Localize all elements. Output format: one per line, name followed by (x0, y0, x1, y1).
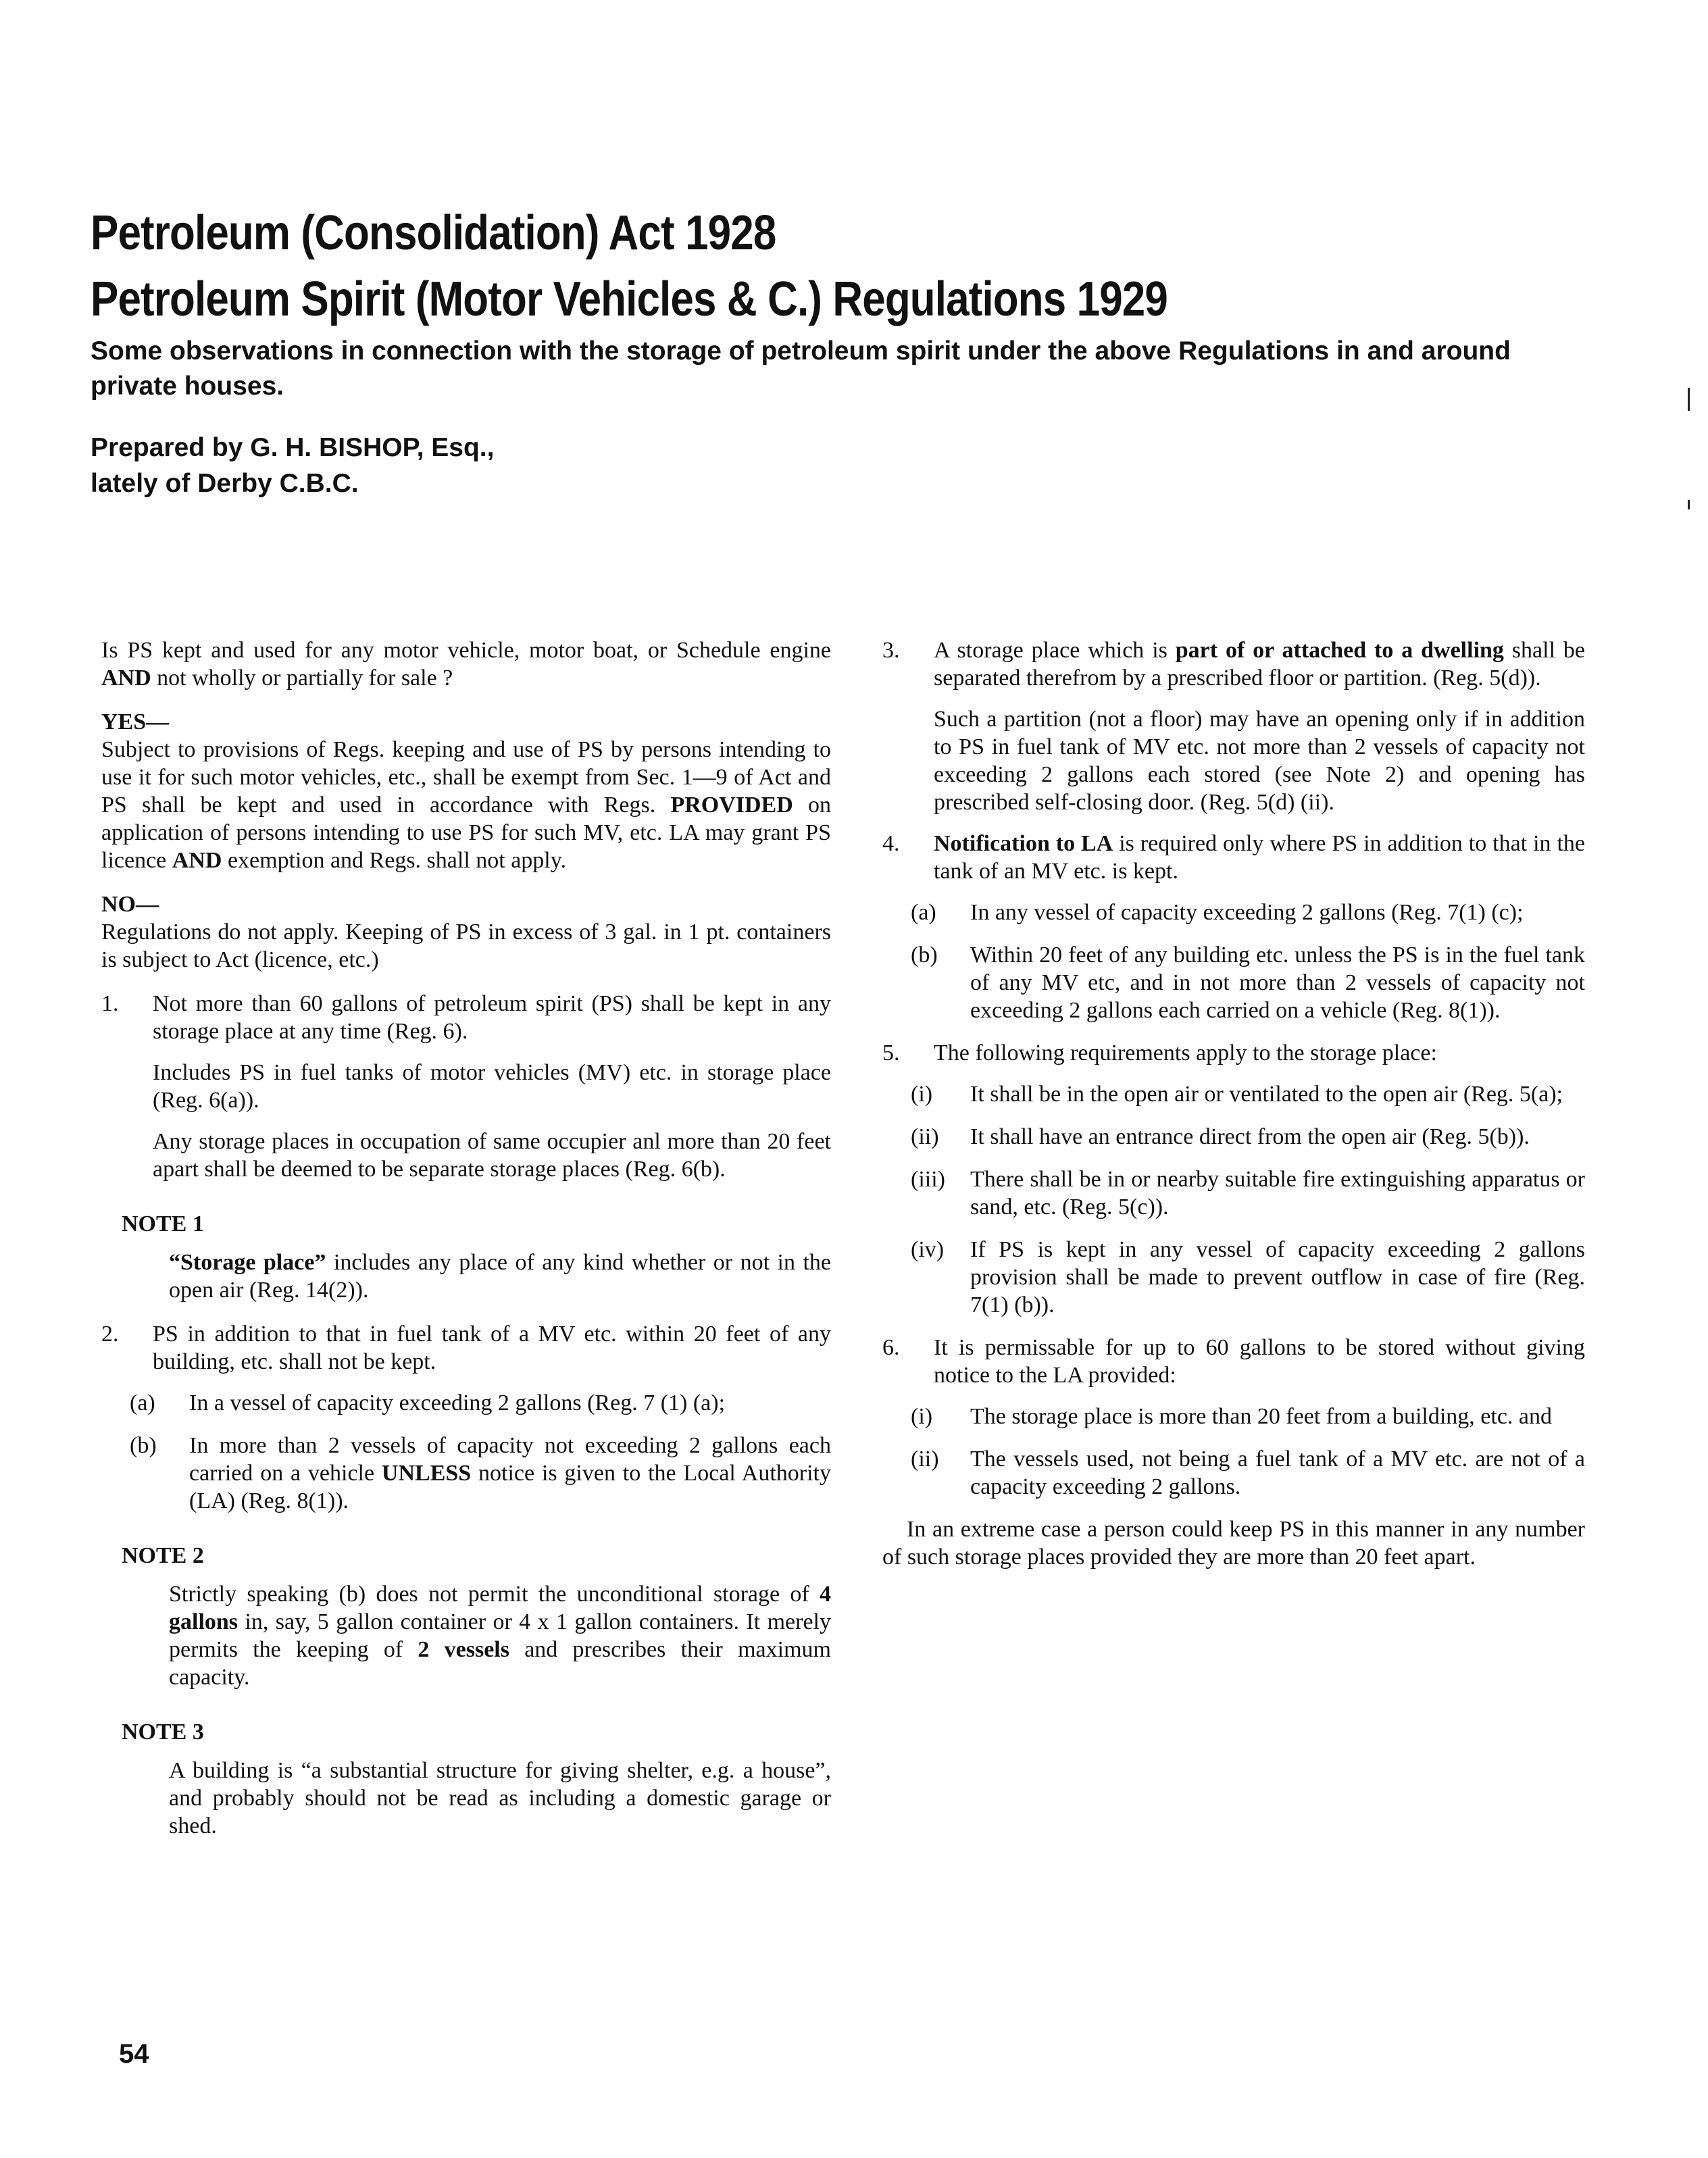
sub-item-4a (911, 899, 1585, 926)
note-1-heading: NOTE 1 (122, 1211, 204, 1236)
list-item-4 (882, 830, 1585, 885)
sub-item-4b (911, 941, 1585, 1024)
page-number: 54 (119, 2039, 149, 2069)
sub-item-text: The storage place is more than 20 feet from a building, etc. and (970, 1404, 1553, 1429)
author-line: Prepared by G. H. BISHOP, Esq., (91, 433, 495, 462)
sub-item-6i (911, 1403, 1585, 1430)
sub-item-5iv (911, 1236, 1585, 1319)
item-number: 4. (882, 831, 900, 856)
sub-item-text: Within 20 feet of any building etc. unless the PS is in the fuel tank of any MV etc, and in not more than 2 vessels of capacity not exceeding 2 gallons each carried on a vehicle (Reg. 8(1)). (970, 943, 1585, 1023)
item-text: Notification to LA is required only where PS in addition to that in the tank of an MV etc. is kept. (934, 831, 1585, 884)
author-affiliation: lately of Derby C.B.C. (91, 469, 359, 498)
item-text: A storage place which is part of or attached to a dwelling shall be separated therefrom by a prescribed floor or partition. (Reg. 5(d)). (934, 638, 1585, 691)
sub-item-label: (a) (911, 900, 936, 925)
item-text: The following requirements apply to the storage place: (934, 1040, 1437, 1065)
left-column (101, 636, 831, 1856)
list-item-6 (882, 1334, 1585, 1389)
item-number: 6. (882, 1335, 900, 1360)
sub-item-text: In more than 2 vessels of capacity not exceeding 2 gallons each carried on a vehicle UNLESS notice is given to the Local Authority (LA) (Reg. 8(1)). (189, 1433, 831, 1513)
sub-item-label: (ii) (911, 1447, 939, 1472)
sub-item-text: It shall have an entrance direct from the open air (Reg. 5(b)). (970, 1124, 1530, 1149)
item-number: 2. (101, 1322, 119, 1347)
note-3-heading: NOTE 3 (122, 1720, 204, 1745)
sub-item-text: There shall be in or nearby suitable fire extinguishing apparatus or sand, etc. (Reg. 5(c)). (970, 1167, 1585, 1220)
intro-question: Is PS kept and used for any motor vehicle, motor boat, or Schedule engine AND not wholly or partially for sale ? (101, 638, 831, 691)
list-item-1 (101, 990, 831, 1045)
list-item-5 (882, 1039, 1585, 1067)
sub-item-5i (911, 1080, 1585, 1108)
item-number: 3. (882, 638, 900, 663)
list-item-3 (882, 636, 1585, 692)
sub-item-text: If PS is kept in any vessel of capacity exceeding 2 gallons provision shall be made to prevent outflow in case of fire (Reg. 7(1) (b)). (970, 1237, 1585, 1318)
sub-item-label: (iv) (911, 1237, 945, 1262)
document-title (91, 200, 1369, 332)
sub-item-2b (130, 1432, 831, 1515)
sub-item-text: In any vessel of capacity exceeding 2 gallons (Reg. 7(1) (c); (970, 900, 1524, 925)
no-body: Regulations do not apply. Keeping of PS in excess of 3 gal. in 1 pt. containers is subject to Act (licence, etc.) (101, 920, 831, 972)
item-text: Not more than 60 gallons of petroleum spirit (PS) shall be kept in any storage place at any time (Reg. 6). (153, 991, 831, 1044)
closing-paragraph: In an extreme case a person could keep PS in this manner in any number of such storage places provided they are more than 20 feet apart. (882, 1517, 1585, 1570)
note-3-body: A building is “a substantial structure for giving shelter, e.g. a house”, and probably should not be read as including a domestic garage or shed. (169, 1758, 831, 1838)
sub-item-label: (i) (911, 1082, 933, 1107)
item-number: 5. (882, 1040, 900, 1065)
sub-item-5iii (911, 1165, 1585, 1221)
item-3-paragraph-2: Such a partition (not a floor) may have an opening only if in addition to PS in fuel tank of MV etc. not more than 2 vessels of capacity not exceeding 2 gallons each stored (see Note 2) and opening has prescribed self-closing door. (Reg. 5(d) (ii). (934, 707, 1585, 815)
sub-item-2a (130, 1389, 831, 1417)
sub-item-label: (i) (911, 1404, 933, 1429)
sub-item-label: (b) (130, 1433, 157, 1458)
item-number: 1. (101, 991, 119, 1016)
right-column (882, 636, 1585, 1587)
sub-item-label: (a) (130, 1390, 155, 1415)
document-subtitle: Some observations in connection with the storage of petroleum spirit under the above Regulations in and around private houses. (91, 336, 1511, 401)
sub-item-label: (ii) (911, 1124, 939, 1149)
title-line-2: Petroleum Spirit (Motor Vehicles & C.) Regulations 1929 (91, 272, 1167, 326)
yes-body: Subject to provisions of Regs. keeping and use of PS by persons intending to use it for such motor vehicles, etc., shall be exempt from Sec. 1—9 of Act and PS shall be kept and used in accordance with Regs. PROVIDED on application of persons intending to use PS for such MV, etc. LA may grant PS licence AND exemption and Regs. shall not apply. (101, 737, 831, 873)
author-block (91, 430, 901, 501)
sub-item-6ii (911, 1445, 1585, 1501)
sub-item-text: The vessels used, not being a fuel tank of a MV etc. are not of a capacity exceeding 2 gallons. (970, 1447, 1585, 1499)
scan-mark (1688, 388, 1690, 411)
list-item-2 (101, 1320, 831, 1376)
scan-mark (1688, 500, 1690, 509)
item-text: PS in addition to that in fuel tank of a MV etc. within 20 feet of any building, etc. shall not be kept. (153, 1322, 831, 1374)
yes-heading: YES— (101, 709, 170, 734)
item-1-paragraph-3: Any storage places in occupation of same occupier anl more than 20 feet apart shall be deemed to be separate storage places (Reg. 6(b). (153, 1129, 831, 1182)
sub-item-5ii (911, 1123, 1585, 1151)
note-2-body: Strictly speaking (b) does not permit the unconditional storage of 4 gallons in, say, 5 gallon container or 4 x 1 gallon containers. It merely permits the keeping of 2 vessels and prescribes their maximum capacity. (169, 1582, 831, 1690)
sub-item-label: (b) (911, 943, 938, 968)
sub-item-text: It shall be in the open air or ventilated to the open air (Reg. 5(a); (970, 1082, 1563, 1107)
no-heading: NO— (101, 892, 159, 917)
sub-item-text: In a vessel of capacity exceeding 2 gallons (Reg. 7 (1) (a); (189, 1390, 726, 1415)
sub-item-label: (iii) (911, 1167, 945, 1192)
note-1-body: “Storage place” includes any place of any kind whether or not in the open air (Reg. 14(2)). (169, 1250, 831, 1303)
note-2-heading: NOTE 2 (122, 1543, 204, 1568)
title-line-1: Petroleum (Consolidation) Act 1928 (91, 206, 776, 260)
item-text: It is permissable for up to 60 gallons to be stored without giving notice to the LA provided: (934, 1335, 1585, 1388)
item-1-paragraph-2: Includes PS in fuel tanks of motor vehicles (MV) etc. in storage place (Reg. 6(a)). (153, 1060, 831, 1113)
